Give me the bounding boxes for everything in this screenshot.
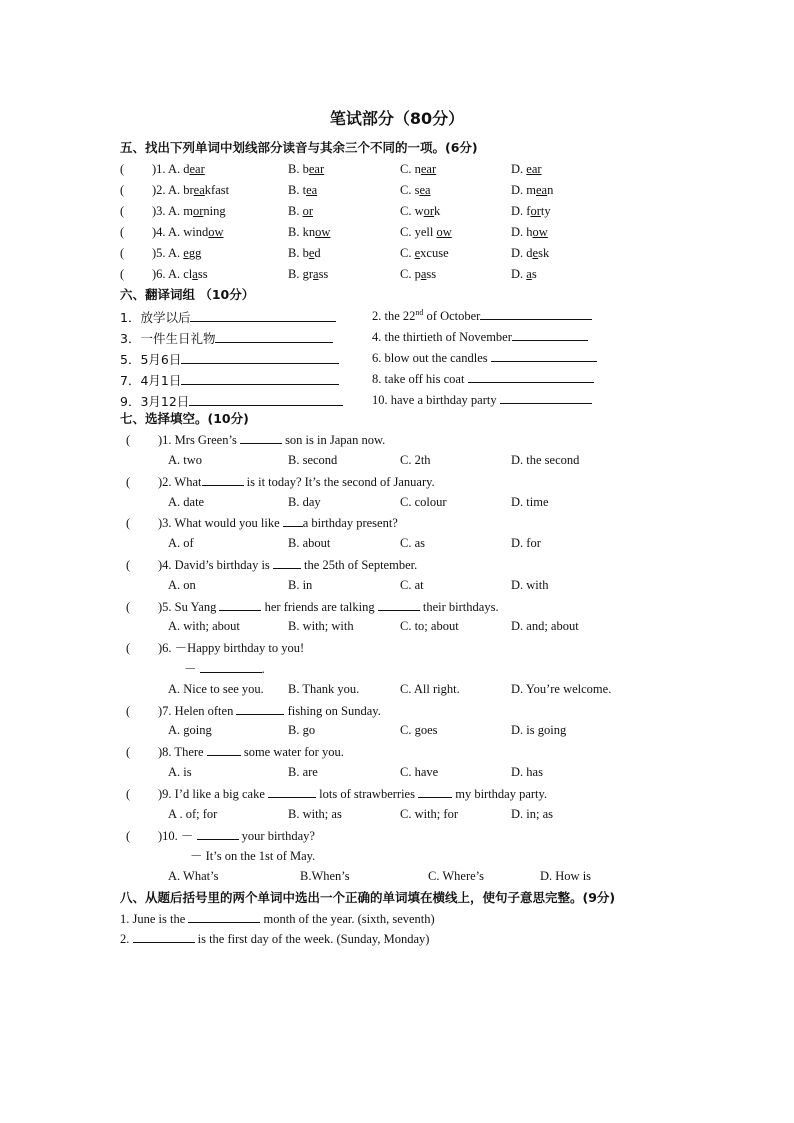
phonics-option: B. tea [288, 183, 318, 197]
translate-item-cn: 7．4月1日 [120, 371, 339, 389]
answer-blank[interactable] [268, 786, 316, 798]
phonics-option: C. yell ow [400, 225, 452, 239]
phonics-option: B. bear [288, 162, 325, 176]
phonics-option: C. excuse [400, 246, 449, 260]
answer-blank[interactable] [181, 352, 339, 364]
question-3: ( )3. What would you like a birthday present? [126, 516, 398, 530]
choice-option[interactable]: B. go [288, 723, 316, 737]
answer-blank[interactable] [133, 931, 195, 943]
phonics-option: B. bed [288, 246, 321, 260]
phonics-option: D. desk [511, 246, 550, 260]
phonics-option-a: ( )2. A. breakfast [120, 183, 230, 197]
translate-item-en: 2. the 22nd of October [372, 308, 592, 324]
question-9: ( )9. I’d like a big cake lots of strawberries my birthday party. [126, 787, 548, 801]
choice-option[interactable]: C. All right. [400, 682, 460, 696]
question-1: ( )1. Mrs Green’s son is in Japan now. [126, 433, 386, 447]
translate-item-cn: 1．放学以后 [120, 308, 336, 326]
phonics-option: C. near [400, 162, 437, 176]
choice-option[interactable]: A. is [168, 765, 192, 779]
answer-blank[interactable] [512, 329, 588, 341]
choice-option[interactable]: A. Nice to see you. [168, 682, 264, 696]
answer-blank[interactable] [236, 703, 284, 715]
choice-option[interactable]: C. Where’s [428, 869, 485, 883]
choice-option[interactable]: D. and; about [511, 619, 579, 633]
question-8: ( )8. There some water for you. [126, 745, 344, 759]
choice-option[interactable]: B. are [288, 765, 318, 779]
answer-blank[interactable] [202, 474, 244, 486]
answer-blank[interactable] [219, 599, 261, 611]
phonics-option: D. forty [511, 204, 551, 218]
choice-option[interactable]: C. at [400, 578, 424, 592]
answer-blank[interactable] [468, 371, 594, 383]
choice-option[interactable]: D. in; as [511, 807, 554, 821]
answer-blank[interactable] [418, 786, 452, 798]
page-title: 笔试部分（80分） [329, 109, 465, 128]
phonics-option-a: ( )1. A. dear [120, 162, 205, 176]
phonics-option: C. pass [400, 267, 437, 281]
choice-option[interactable]: A . of; for [168, 807, 218, 821]
question-2: ( )2. What is it today? It’s the second of January. [126, 475, 435, 489]
choice-option[interactable]: A. on [168, 578, 196, 592]
phonics-option: B. or [288, 204, 314, 218]
question-10: ( )10. － your birthday? [126, 829, 315, 843]
question-4: ( )4. David’s birthday is the 25th of September. [126, 558, 418, 572]
phonics-option-a: ( )3. A. morning [120, 204, 226, 218]
choice-option[interactable]: A. with; about [168, 619, 240, 633]
translate-item-en: 10. have a birthday party [372, 392, 592, 408]
question-6-reply: － . [184, 662, 265, 676]
choice-option[interactable]: C. goes [400, 723, 438, 737]
answer-blank[interactable] [240, 432, 282, 444]
phonics-option: D. how [511, 225, 548, 239]
section-6-heading: 六、翻译词组 （10分） [120, 287, 255, 302]
phonics-option: D. ear [511, 162, 542, 176]
answer-blank[interactable] [189, 394, 343, 406]
choice-option[interactable]: A. of [168, 536, 194, 550]
section-5-heading: 五、找出下列单词中划线部分读音与其余三个不同的一项。(6分) [120, 140, 478, 155]
phonics-option-a: ( )6. A. class [120, 267, 208, 281]
choice-option[interactable]: D. has [511, 765, 543, 779]
choice-option[interactable]: C. 2th [400, 453, 431, 467]
choice-option[interactable]: D. the second [511, 453, 580, 467]
phonics-option: B. know [288, 225, 331, 239]
answer-blank[interactable] [207, 744, 241, 756]
choice-option[interactable]: B. about [288, 536, 331, 550]
question-10-answer: － It’s on the 1st of May. [190, 849, 316, 863]
translate-item-en: 8. take off his coat [372, 371, 594, 387]
choice-option[interactable]: C. to; about [400, 619, 459, 633]
phonics-option: D. mean [511, 183, 554, 197]
answer-blank[interactable] [491, 350, 597, 362]
question-6: ( )6. －Happy birthday to you! [126, 641, 305, 655]
translate-item-en: 4. the thirtieth of November [372, 329, 588, 345]
choice-option[interactable]: A. going [168, 723, 212, 737]
choice-option[interactable]: B. with; with [288, 619, 354, 633]
phonics-option: D. as [511, 267, 537, 281]
choice-option[interactable]: D. with [511, 578, 549, 592]
translate-item-en: 6. blow out the candles [372, 350, 597, 366]
answer-blank[interactable] [181, 373, 339, 385]
choice-option[interactable]: B. with; as [288, 807, 342, 821]
section-7-heading: 七、选择填空。(10分) [120, 411, 249, 426]
choice-option[interactable]: B. in [288, 578, 313, 592]
section-8-heading: 八、从题后括号里的两个单词中选出一个正确的单词填在横线上，使句子意思完整。(9分) [120, 890, 616, 905]
choice-option[interactable]: A. date [168, 495, 205, 509]
answer-blank[interactable] [480, 308, 592, 320]
phonics-option: B. grass [288, 267, 329, 281]
answer-blank[interactable] [190, 310, 336, 322]
choice-option[interactable]: D. is going [511, 723, 567, 737]
choice-option[interactable]: A. two [168, 453, 203, 467]
choice-option[interactable]: C. have [400, 765, 439, 779]
answer-blank[interactable] [188, 911, 260, 923]
question-7: ( )7. Helen often fishing on Sunday. [126, 704, 381, 718]
choice-option[interactable]: D. for [511, 536, 541, 550]
choice-option[interactable]: B. day [288, 495, 321, 509]
phonics-option-a: ( )5. A. egg [120, 246, 202, 260]
choice-option[interactable]: D. How is [540, 869, 592, 883]
choice-option[interactable]: C. colour [400, 495, 447, 509]
choice-option[interactable]: D. time [511, 495, 549, 509]
fill-question-2: 2. is the first day of the week. (Sunday, Monday) [120, 932, 430, 946]
answer-blank[interactable] [500, 392, 592, 404]
choice-option[interactable]: B. second [288, 453, 338, 467]
phonics-option-a: ( )4. A. window [120, 225, 224, 239]
phonics-option: C. work [400, 204, 441, 218]
phonics-option: C. sea [400, 183, 431, 197]
choice-option[interactable]: B. Thank you. [288, 682, 360, 696]
answer-blank[interactable] [215, 331, 333, 343]
choice-option[interactable]: B.When’s [300, 869, 350, 883]
fill-question-1: 1. June is the month of the year. (sixth, seventh) [120, 912, 435, 926]
choice-option[interactable]: A. What’s [168, 869, 219, 883]
translate-item-cn: 5．5月6日 [120, 350, 339, 368]
answer-blank[interactable] [197, 828, 239, 840]
choice-option[interactable]: C. as [400, 536, 425, 550]
translate-item-cn: 3．一件生日礼物 [120, 329, 333, 347]
answer-blank[interactable] [378, 599, 420, 611]
answer-blank[interactable] [273, 557, 301, 569]
answer-blank[interactable] [283, 515, 303, 527]
translate-item-cn: 9．3月12日 [120, 392, 343, 410]
question-5: ( )5. Su Yang her friends are talking their birthdays. [126, 600, 499, 614]
choice-option[interactable]: D. You’re welcome. [511, 682, 612, 696]
answer-blank[interactable] [200, 661, 262, 673]
choice-option[interactable]: C. with; for [400, 807, 458, 821]
